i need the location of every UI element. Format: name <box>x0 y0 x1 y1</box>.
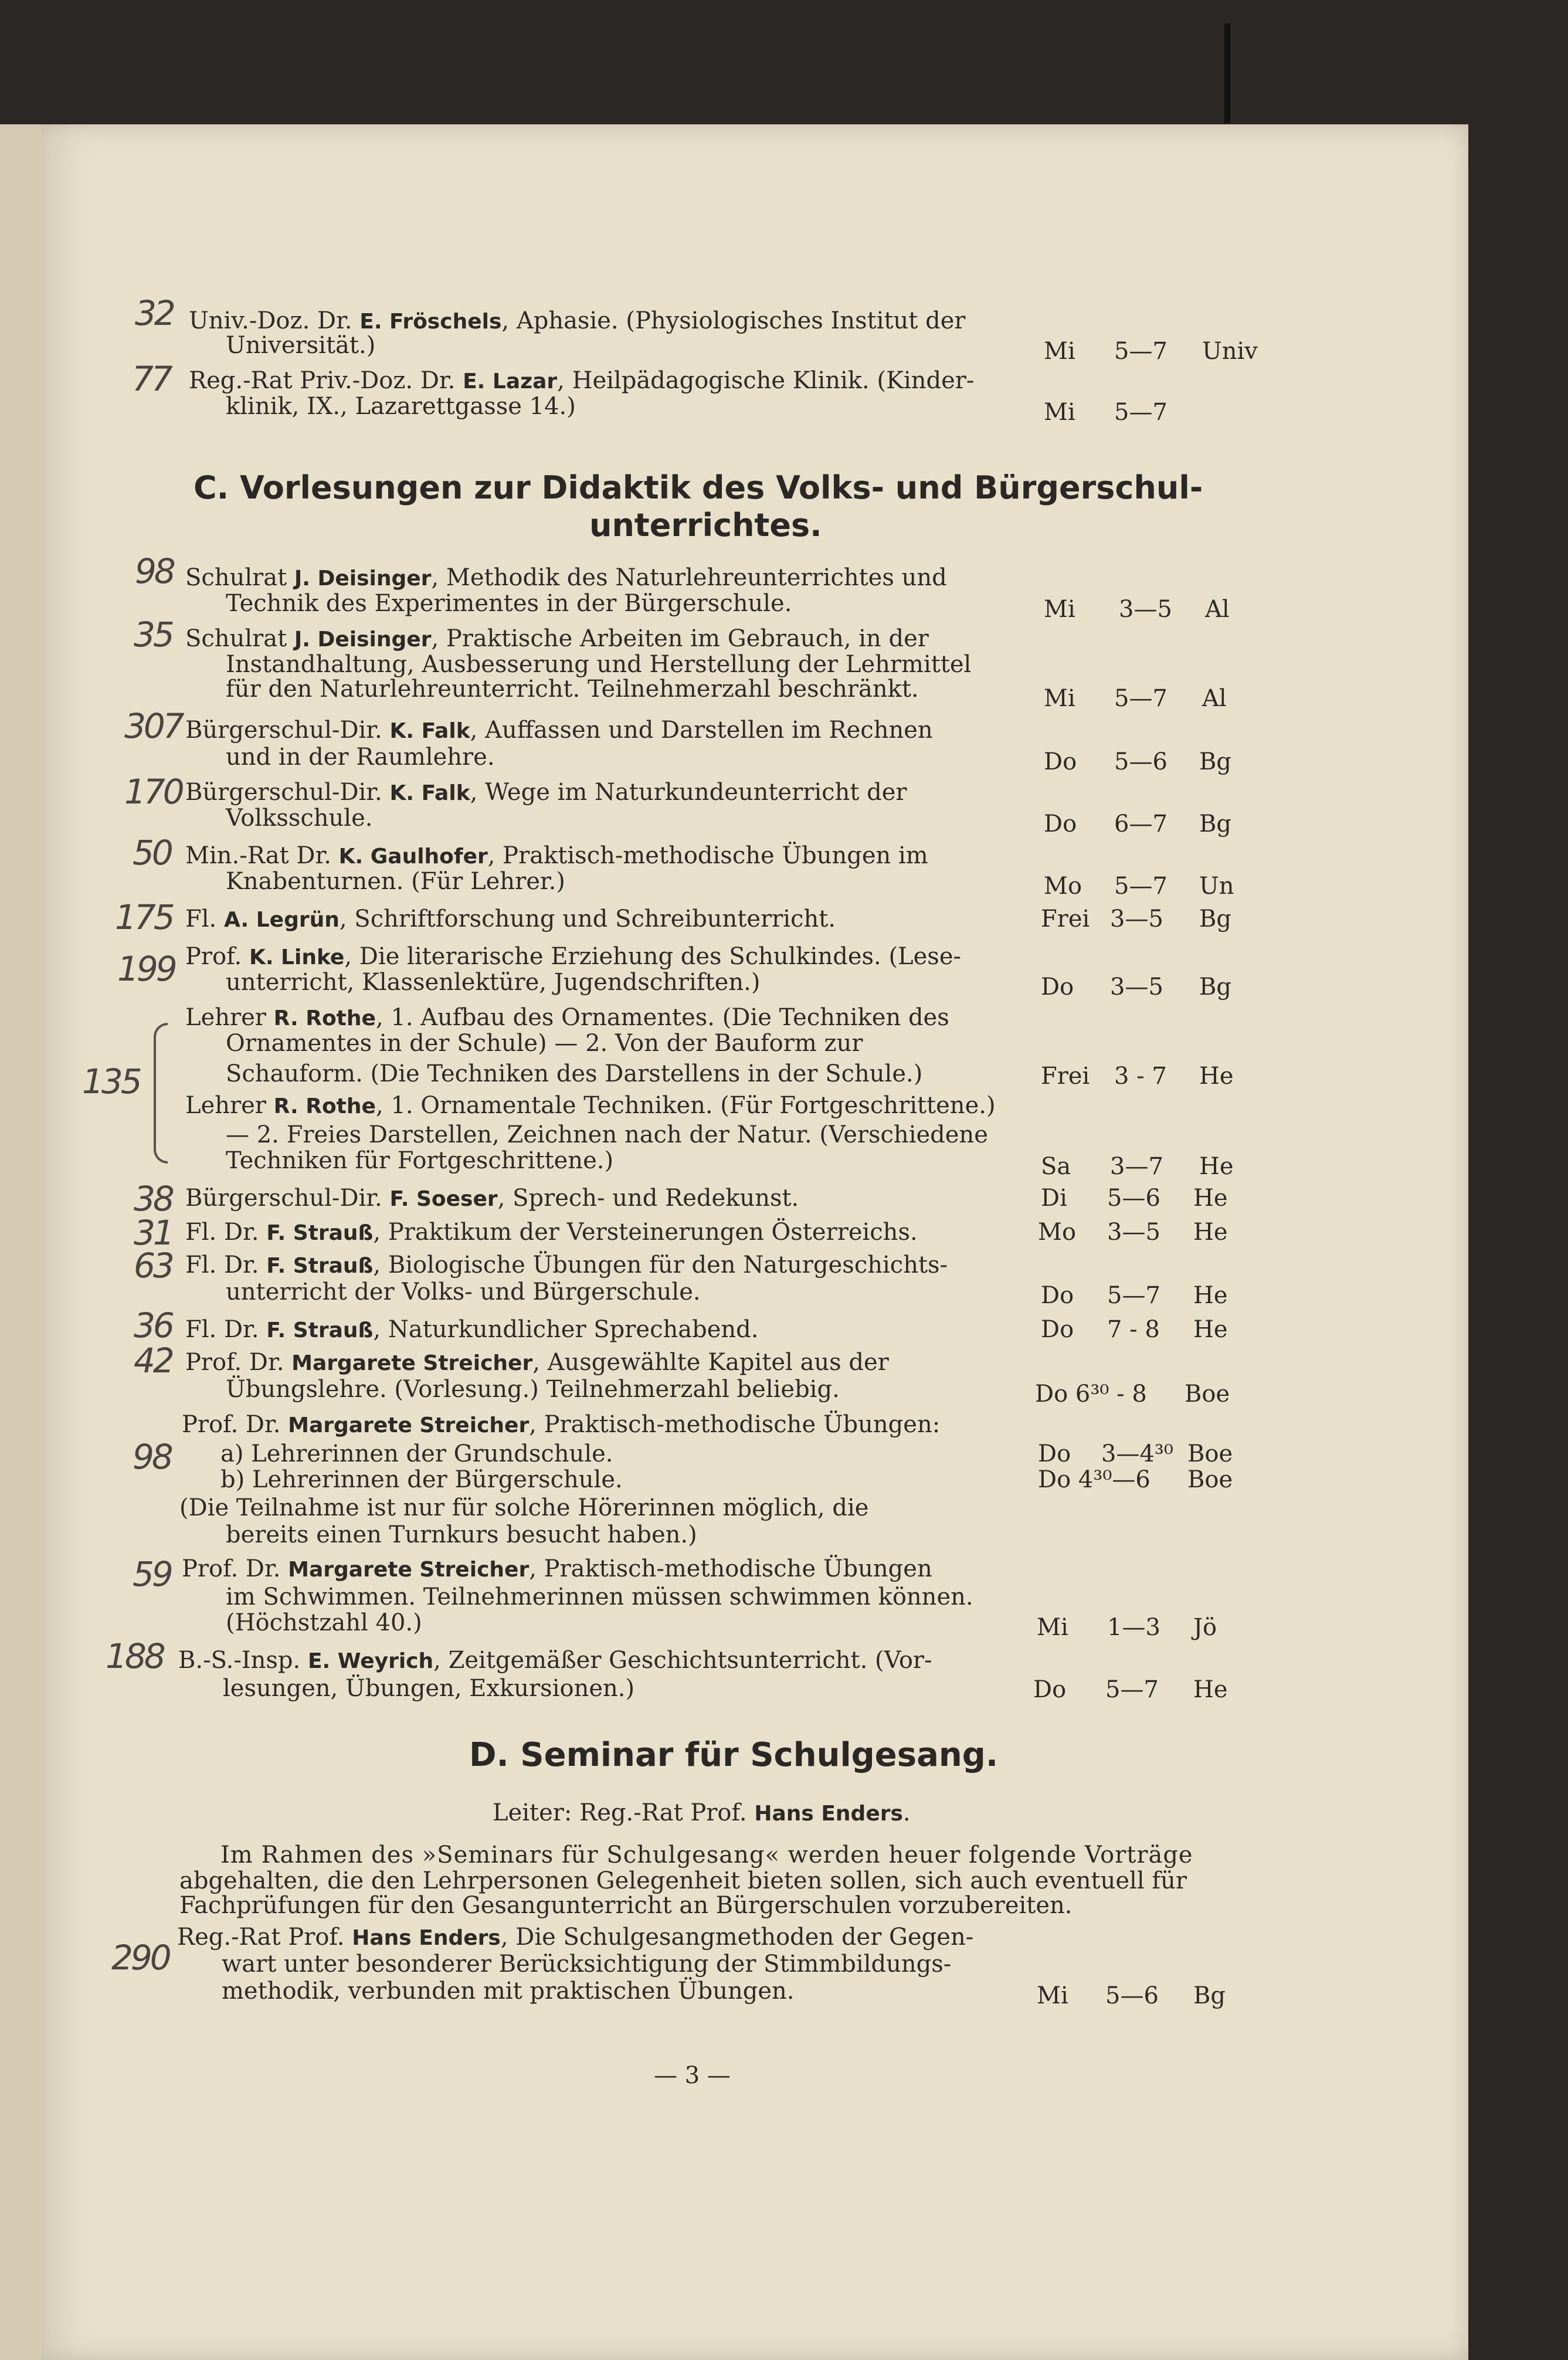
entry-line: B.-S.-Insp. E. Weyrich, Zeitgemäßer Geschichtsunterricht. (Vor- <box>178 1647 932 1674</box>
entry-line: und in der Raumlehre. <box>226 744 495 771</box>
room: He <box>1199 1153 1234 1180</box>
day: Mi <box>1044 685 1075 712</box>
paragraph-line: Im Rahmen des »Seminars für Schulgesang« werden heuer folgende Vorträge <box>220 1842 1193 1869</box>
room: Boe <box>1185 1381 1230 1408</box>
day: Di <box>1041 1185 1067 1212</box>
handwritten-number: 50 <box>133 833 171 873</box>
handwritten-number: 31 <box>134 1213 172 1253</box>
entry-line: Univ.-Doz. Dr. E. Fröschels, Aphasie. (Physiologisches Institut der <box>189 307 966 334</box>
time: 5—7 <box>1105 1676 1159 1703</box>
entry-line: Knabenturnen. (Für Lehrer.) <box>226 868 565 895</box>
entry-line: Ornamentes in der Schule) — 2. Von der Bauform zur <box>226 1030 863 1057</box>
time: 3 - 7 <box>1114 1063 1167 1090</box>
handwritten-number: 35 <box>134 615 172 655</box>
time: 5—7 <box>1107 1282 1160 1309</box>
entry-line: für den Naturlehreunterricht. Teilnehmerzahl beschränkt. <box>226 676 919 703</box>
room: Al <box>1202 685 1227 712</box>
room: He <box>1193 1219 1228 1246</box>
entry-line: Prof. K. Linke, Die literarische Erziehung des Schulkindes. (Lese- <box>185 943 962 970</box>
leiter-line: Leiter: Reg.-Rat Prof. Hans Enders. <box>493 1799 911 1826</box>
handwritten-number: 77 <box>132 359 171 399</box>
entry-line: Bürgerschul-Dir. K. Falk, Wege im Naturkundeunterricht der <box>185 779 907 806</box>
day: Do <box>1044 748 1077 775</box>
entry-line: Universität.) <box>226 332 376 359</box>
day: Sa <box>1041 1153 1071 1180</box>
entry-line: Übungslehre. (Vorlesung.) Teilnehmerzahl beliebig. <box>226 1376 840 1403</box>
entry-line: bereits einen Turnkurs besucht haben.) <box>226 1521 697 1548</box>
handwritten-number: 290 <box>111 1938 169 1978</box>
handwritten-number: 36 <box>134 1306 172 1345</box>
room: Univ <box>1202 338 1258 365</box>
room: Boe <box>1187 1466 1233 1493</box>
entry-line: a) Lehrerinnen der Grundschule. <box>220 1440 613 1467</box>
entry-line: lesungen, Übungen, Exkursionen.) <box>223 1675 635 1702</box>
handwritten-number: 59 <box>133 1554 171 1594</box>
entry-line: (Höchstzahl 40.) <box>226 1609 422 1636</box>
entry-line: Schulrat J. Deisinger, Praktische Arbeiten im Gebrauch, in der <box>185 625 929 652</box>
entry-line: Min.-Rat Dr. K. Gaulhofer, Praktisch-methodische Übungen im <box>185 842 928 869</box>
day: Mi <box>1037 1614 1068 1641</box>
room: Bg <box>1199 974 1231 1001</box>
day: Frei <box>1041 1063 1090 1090</box>
day: Do <box>1033 1676 1067 1703</box>
entry-line: Prof. Dr. Margarete Streicher, Ausgewählte Kapitel aus der <box>185 1349 889 1376</box>
handwritten-brace <box>154 1023 168 1164</box>
handwritten-number: 188 <box>106 1636 164 1676</box>
time: 7 - 8 <box>1107 1316 1160 1343</box>
day: Mo <box>1044 873 1082 900</box>
entry-line: Bürgerschul-Dir. F. Soeser, Sprech- und Redekunst. <box>185 1185 799 1212</box>
room: He <box>1193 1282 1228 1309</box>
section-c-heading: C. Vorlesungen zur Didaktik des Volks- und Bürgerschul- <box>194 469 1203 506</box>
entry-line: Fl. Dr. F. Strauß, Praktikum der Versteinerungen Österreichs. <box>185 1219 918 1246</box>
entry-line: Volksschule. <box>226 805 373 832</box>
handwritten-number: 307 <box>124 706 182 746</box>
time: 3—5 <box>1119 596 1172 623</box>
entry-line: Schulrat J. Deisinger, Methodik des Naturlehreunterrichtes und <box>185 564 947 591</box>
section-c-heading-2: unterrichtes. <box>589 507 822 544</box>
entry-line: wart unter besonderer Berücksichtigung der Stimmbildungs- <box>222 1951 952 1978</box>
paragraph-line: abgehalten, die den Lehrpersonen Gelegenheit bieten sollen, sich auch eventuell für <box>179 1867 1187 1894</box>
handwritten-number: 63 <box>134 1246 172 1286</box>
entry-line: — 2. Freies Darstellen, Zeichnen nach der Natur. (Verschiedene <box>226 1121 988 1148</box>
entry-line: Bürgerschul-Dir. K. Falk, Auffassen und Darstellen im Rechnen <box>185 717 933 744</box>
entry-line: Reg.-Rat Prof. Hans Enders, Die Schulgesangmethoden der Gegen- <box>177 1924 974 1951</box>
time: 1—3 <box>1107 1614 1160 1641</box>
page-number: — 3 — <box>654 2062 731 2089</box>
room: He <box>1193 1316 1228 1343</box>
entry-line: Schauform. (Die Techniken des Darstellens in der Schule.) <box>226 1060 923 1087</box>
time: 3—4³⁰ <box>1101 1440 1173 1467</box>
day: Do <box>1041 1282 1074 1309</box>
room: Boe <box>1187 1440 1233 1467</box>
day: Mi <box>1044 596 1075 623</box>
room: He <box>1199 1063 1234 1090</box>
room: Un <box>1199 873 1234 900</box>
time: 5—6 <box>1105 1982 1159 2009</box>
entry-line: unterricht der Volks- und Bürgerschule. <box>226 1279 701 1306</box>
day: Mo <box>1038 1219 1077 1246</box>
day: Do <box>1041 1316 1074 1343</box>
entry-line: Fl. A. Legrün, Schriftforschung und Schreibunterricht. <box>185 906 836 933</box>
entry-line: Fl. Dr. F. Strauß, Naturkundlicher Sprechabend. <box>185 1316 759 1343</box>
entry-line: Techniken für Fortgeschrittene.) <box>226 1147 614 1174</box>
room: Bg <box>1199 906 1231 933</box>
time: 5—7 <box>1114 338 1167 365</box>
entry-line: Reg.-Rat Priv.-Doz. Dr. E. Lazar, Heilpädagogische Klinik. (Kinder- <box>189 367 975 394</box>
room: Al <box>1205 596 1230 623</box>
section-d-heading: D. Seminar für Schulgesang. <box>469 1736 999 1774</box>
day: Do <box>1044 811 1077 837</box>
time: 6—7 <box>1114 811 1167 837</box>
handwritten-number: 38 <box>134 1179 172 1219</box>
entry-line: Lehrer R. Rothe, 1. Ornamentale Techniken. (Für Fortgeschrittene.) <box>185 1092 996 1119</box>
entry-line: methodik, verbunden mit praktischen Übungen. <box>222 1978 795 2005</box>
room: He <box>1193 1676 1228 1703</box>
handwritten-number: 98 <box>133 1437 171 1477</box>
entry-line: Technik des Experimentes in der Bürgerschule. <box>226 590 792 617</box>
time: 5—7 <box>1114 685 1167 712</box>
handwritten-number: 175 <box>115 897 173 937</box>
entry-line: Prof. Dr. Margarete Streicher, Praktisch-methodische Übungen <box>182 1555 932 1582</box>
entry-line: (Die Teilnahme ist nur für solche Hörerinnen möglich, die <box>179 1494 869 1521</box>
handwritten-number: 32 <box>135 293 174 333</box>
day: Mi <box>1044 399 1075 426</box>
room: Jö <box>1193 1614 1217 1641</box>
book-spine <box>0 124 41 2360</box>
day: Do <box>1041 974 1074 1001</box>
entry-line: unterricht, Klassenlektüre, Jugendschriften.) <box>226 969 761 996</box>
time: 3—5 <box>1107 1219 1160 1246</box>
day: Frei <box>1041 906 1090 933</box>
time: 3—5 <box>1110 906 1163 933</box>
day: Do <box>1038 1440 1071 1467</box>
entry-line: Fl. Dr. F. Strauß, Biologische Übungen für den Naturgeschichts- <box>185 1252 948 1279</box>
entry-line: Prof. Dr. Margarete Streicher, Praktisch-methodische Übungen: <box>182 1411 941 1438</box>
day: Mi <box>1044 338 1075 365</box>
day: Do 4³⁰—6 <box>1038 1466 1150 1493</box>
time: 5—7 <box>1114 873 1167 900</box>
handwritten-number: 199 <box>117 949 175 989</box>
time: 5—7 <box>1114 399 1167 426</box>
page-edge-mark <box>1224 23 1230 123</box>
entry-line: b) Lehrerinnen der Bürgerschule. <box>220 1466 623 1493</box>
room: Bg <box>1193 1982 1226 2009</box>
entry-line: Instandhaltung, Ausbesserung und Herstellung der Lehrmittel <box>226 651 972 678</box>
time: 3—5 <box>1110 974 1163 1001</box>
time: 5—6 <box>1114 748 1167 775</box>
entry-line: Lehrer R. Rothe, 1. Aufbau des Ornamentes. (Die Techniken des <box>185 1004 949 1031</box>
time: 3—7 <box>1110 1153 1163 1180</box>
day: Mi <box>1037 1982 1068 2009</box>
handwritten-number: 135 <box>82 1062 140 1101</box>
room: Bg <box>1199 748 1231 775</box>
handwritten-number: 42 <box>134 1341 172 1381</box>
room: Bg <box>1199 811 1231 837</box>
entry-line: im Schwimmen. Teilnehmerinnen müssen schwimmen können. <box>226 1583 973 1610</box>
entry-line: klinik, IX., Lazarettgasse 14.) <box>226 393 576 420</box>
day: Do 6³⁰ - 8 <box>1035 1381 1147 1408</box>
handwritten-number: 98 <box>135 551 174 591</box>
room: He <box>1193 1185 1228 1212</box>
time: 5—6 <box>1107 1185 1160 1212</box>
paragraph-line: Fachprüfungen für den Gesangunterricht an Bürgerschulen vorzubereiten. <box>179 1892 1073 1919</box>
handwritten-number: 170 <box>124 772 182 812</box>
